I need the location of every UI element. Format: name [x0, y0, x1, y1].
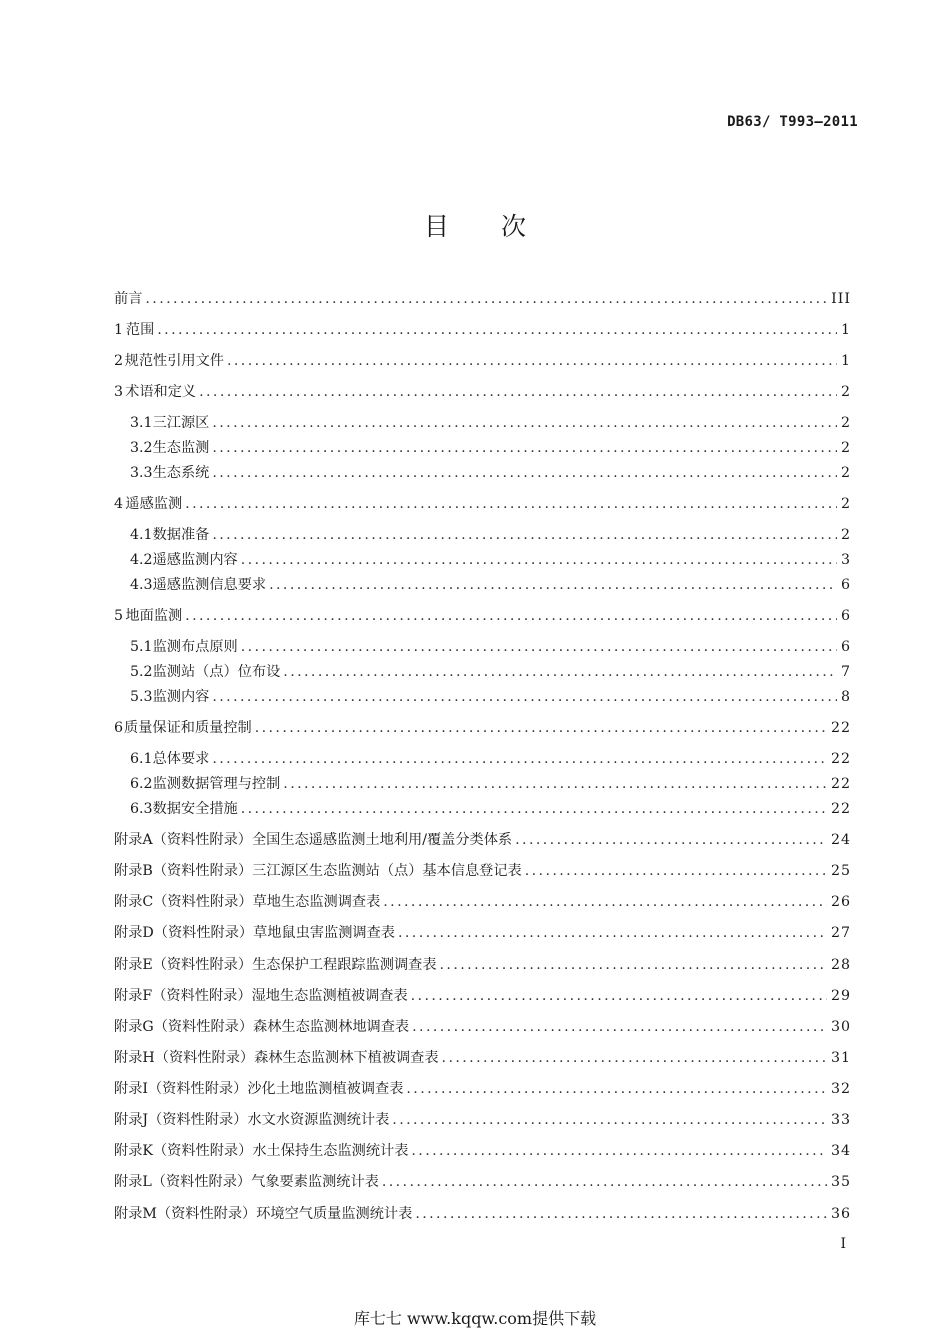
appendix-type: （资料性附录） — [153, 894, 253, 910]
appendix-type: （资料性附录） — [156, 1206, 257, 1222]
toc-entry[interactable] — [114, 1203, 851, 1225]
appendix-type: （资料性附录） — [152, 863, 253, 879]
toc-label: 规范性引用文件 — [124, 353, 224, 369]
dot-leader — [383, 891, 827, 913]
toc-label: 森林生态监测林地调查表 — [253, 1019, 410, 1035]
toc-label: 监测站（点）位布设 — [152, 664, 281, 680]
toc-number: 附录K — [114, 1143, 153, 1159]
toc-page-number: 36 — [830, 1206, 851, 1222]
toc-number: 附录D — [114, 925, 154, 941]
toc-page-number: 2 — [840, 465, 851, 481]
toc-number: 1 — [114, 322, 124, 338]
toc-number: 附录B — [114, 863, 153, 879]
toc-number: 6.3 — [130, 801, 153, 817]
toc-number: 5.2 — [130, 664, 153, 680]
toc-entry[interactable] — [114, 319, 851, 341]
dot-leader — [411, 985, 827, 1007]
toc-entry[interactable] — [130, 773, 851, 795]
toc-entry[interactable] — [130, 748, 851, 770]
toc-number: 附录I — [114, 1081, 148, 1097]
toc-label: 术语和定义 — [125, 384, 197, 400]
dot-leader — [212, 686, 837, 708]
toc-page-number: 34 — [830, 1143, 851, 1159]
toc-number: 附录L — [114, 1174, 152, 1190]
toc-number: 附录A — [114, 832, 153, 848]
toc-page-number: 6 — [840, 639, 851, 655]
dot-leader — [382, 1171, 827, 1193]
page-number: I — [840, 1236, 846, 1252]
toc-label: 范围 — [125, 322, 155, 338]
toc-entry[interactable] — [114, 985, 851, 1007]
dot-leader — [227, 350, 837, 372]
toc-label: 数据准备 — [152, 527, 210, 543]
toc-label: 前言 — [114, 291, 143, 307]
toc-entry[interactable] — [130, 412, 851, 434]
toc-label: 森林生态监测林下植被调查表 — [254, 1050, 439, 1066]
appendix-type: （资料性附录） — [152, 832, 252, 848]
toc-page-number: 7 — [840, 664, 851, 680]
toc-page-number: 25 — [830, 863, 851, 879]
dot-leader — [269, 574, 837, 596]
toc-page-number: 3 — [840, 552, 851, 568]
dot-leader — [241, 549, 837, 571]
dot-leader — [255, 717, 827, 739]
toc-number: 6 — [114, 720, 124, 736]
toc-number: 4.1 — [130, 527, 153, 543]
toc-entry[interactable] — [114, 829, 851, 851]
dot-leader — [412, 1016, 827, 1038]
toc-number: 4.3 — [130, 577, 153, 593]
appendix-type: （资料性附录） — [147, 1081, 248, 1097]
toc-entry[interactable] — [130, 636, 851, 658]
dot-leader — [212, 462, 837, 484]
toc-entry[interactable] — [114, 1016, 851, 1038]
toc-number: 5 — [114, 608, 124, 624]
dot-leader — [185, 493, 837, 515]
toc-page-number: 22 — [830, 720, 851, 736]
toc-page-number: 27 — [830, 925, 851, 941]
toc-page-number: 2 — [840, 496, 851, 512]
dot-leader — [241, 798, 827, 820]
toc-label: 水土保持生态监测统计表 — [252, 1143, 409, 1159]
toc-number: 4.2 — [130, 552, 153, 568]
toc-page-number: 2 — [840, 527, 851, 543]
toc-entry[interactable] — [114, 1047, 851, 1069]
appendix-type: （资料性附录） — [154, 1050, 255, 1066]
toc-entry[interactable] — [114, 1171, 851, 1193]
dot-leader — [283, 773, 827, 795]
appendix-type: （资料性附录） — [151, 1174, 252, 1190]
toc-page-number: 30 — [830, 1019, 851, 1035]
appendix-type: （资料性附录） — [153, 1019, 254, 1035]
dot-leader — [440, 954, 827, 976]
toc-label: 遥感监测 — [125, 496, 183, 512]
dot-leader — [185, 605, 837, 627]
toc-page-number: 29 — [830, 988, 851, 1004]
toc-page-number: 35 — [830, 1174, 851, 1190]
toc-number: 附录H — [114, 1050, 155, 1066]
toc-label: 全国生态遥感监测土地利用/覆盖分类体系 — [251, 832, 513, 848]
toc-number: 3.1 — [130, 415, 153, 431]
appendix-type: （资料性附录） — [153, 925, 254, 941]
toc-label: 生态系统 — [152, 465, 210, 481]
dot-leader — [212, 412, 837, 434]
toc-entry[interactable] — [130, 686, 851, 708]
toc-page-number: 6 — [840, 608, 851, 624]
toc-entry[interactable] — [130, 524, 851, 546]
toc-label: 草地生态监测调查表 — [252, 894, 381, 910]
toc-page-number: 33 — [830, 1112, 851, 1128]
toc-label: 湿地生态监测植被调查表 — [251, 988, 408, 1004]
toc-page-number: 1 — [840, 322, 851, 338]
toc-entry[interactable] — [130, 798, 851, 820]
toc-entry[interactable] — [114, 381, 851, 403]
toc-label: 三江源区 — [152, 415, 210, 431]
appendix-type: （资料性附录） — [152, 988, 252, 1004]
dot-leader — [199, 381, 837, 403]
toc-number: 5.3 — [130, 689, 153, 705]
toc-label: 三江源区生态监测站（点）基本信息登记表 — [252, 863, 522, 879]
toc-entry[interactable] — [114, 605, 851, 627]
toc-number: 附录E — [114, 957, 153, 973]
toc-label: 草地鼠虫害监测调查表 — [253, 925, 395, 941]
toc-page-number: 31 — [830, 1050, 851, 1066]
toc-number: 6.2 — [130, 776, 153, 792]
toc-label: 生态保护工程跟踪监测调查表 — [252, 957, 437, 973]
toc-label: 气象要素监测统计表 — [251, 1174, 379, 1190]
toc-label: 水文水资源监测统计表 — [247, 1112, 390, 1128]
toc-number: 4 — [114, 496, 124, 512]
toc-entry[interactable] — [114, 891, 851, 913]
toc-entry[interactable] — [130, 437, 851, 459]
toc-page-number: 22 — [830, 776, 851, 792]
toc-page-number: 2 — [840, 440, 851, 456]
dot-leader — [212, 524, 837, 546]
appendix-type: （资料性附录） — [152, 957, 253, 973]
toc-page-number: 1 — [840, 353, 851, 369]
toc-number: 3.3 — [130, 465, 153, 481]
toc-entry[interactable] — [114, 922, 851, 944]
dot-leader — [442, 1047, 827, 1069]
dot-leader — [241, 636, 837, 658]
toc-page-number: 26 — [830, 894, 851, 910]
toc-page-number: 32 — [830, 1081, 851, 1097]
dot-leader — [415, 1203, 827, 1225]
toc-number: 附录C — [114, 894, 154, 910]
toc-entry[interactable] — [130, 661, 851, 683]
appendix-type: （资料性附录） — [152, 1143, 253, 1159]
toc-entry[interactable] — [114, 1109, 851, 1131]
dot-leader — [515, 829, 827, 851]
toc-page-number: 28 — [830, 957, 851, 973]
toc-page-number: III — [831, 291, 851, 307]
dot-leader — [212, 748, 827, 770]
toc-number: 附录F — [114, 988, 153, 1004]
toc-page-number: 6 — [840, 577, 851, 593]
document-code: DB63/ T993—2011 — [727, 114, 858, 130]
toc-label: 地面监测 — [125, 608, 183, 624]
toc-entry[interactable] — [114, 493, 851, 515]
toc-page-number: 2 — [840, 384, 851, 400]
toc-number: 6.1 — [130, 751, 153, 767]
toc-page-number: 24 — [830, 832, 851, 848]
toc-label: 环境空气质量监测统计表 — [256, 1206, 413, 1222]
toc-label: 遥感监测内容 — [152, 552, 238, 568]
toc-number: 3.2 — [130, 440, 153, 456]
toc-number: 2 — [114, 353, 124, 369]
toc-entry[interactable] — [114, 860, 851, 882]
toc-entry[interactable] — [130, 462, 851, 484]
toc-label: 总体要求 — [152, 751, 210, 767]
dot-leader — [406, 1078, 827, 1100]
dot-leader — [157, 319, 837, 341]
toc-label: 监测布点原则 — [152, 639, 238, 655]
toc-label: 遥感监测信息要求 — [152, 577, 267, 593]
toc-number: 3 — [114, 384, 124, 400]
toc-entry[interactable] — [114, 717, 851, 739]
page-title: 目次 — [423, 212, 578, 241]
dot-leader — [212, 437, 837, 459]
toc-page-number: 22 — [830, 751, 851, 767]
appendix-type: （资料性附录） — [148, 1112, 248, 1128]
toc-label: 质量保证和质量控制 — [124, 720, 252, 736]
toc-page-number: 8 — [840, 689, 851, 705]
toc-entry[interactable] — [114, 350, 851, 372]
download-footer: 库七七 www.kqqw.com提供下载 — [353, 1309, 597, 1328]
toc-number: 附录J — [114, 1112, 149, 1128]
dot-leader — [525, 860, 827, 882]
toc-entry[interactable] — [114, 1140, 851, 1162]
toc-label: 数据安全措施 — [152, 801, 238, 817]
dot-leader — [392, 1109, 827, 1131]
dot-leader — [398, 922, 827, 944]
toc-label: 监测数据管理与控制 — [152, 776, 281, 792]
toc-page-number: 2 — [840, 415, 851, 431]
toc-number: 5.1 — [130, 639, 153, 655]
toc-entry[interactable] — [114, 1078, 851, 1100]
toc-page-number: 22 — [830, 801, 851, 817]
dot-leader — [283, 661, 837, 683]
toc-entry[interactable] — [114, 954, 851, 976]
toc-label: 生态监测 — [152, 440, 210, 456]
toc-entry[interactable] — [114, 288, 851, 310]
toc-label: 沙化土地监测植被调查表 — [247, 1081, 404, 1097]
toc-entry[interactable] — [130, 574, 851, 596]
toc-number: 附录G — [114, 1019, 154, 1035]
dot-leader — [411, 1140, 827, 1162]
toc-label: 监测内容 — [152, 689, 210, 705]
toc-number: 附录M — [114, 1206, 157, 1222]
toc-entry[interactable] — [130, 549, 851, 571]
dot-leader — [145, 288, 827, 310]
